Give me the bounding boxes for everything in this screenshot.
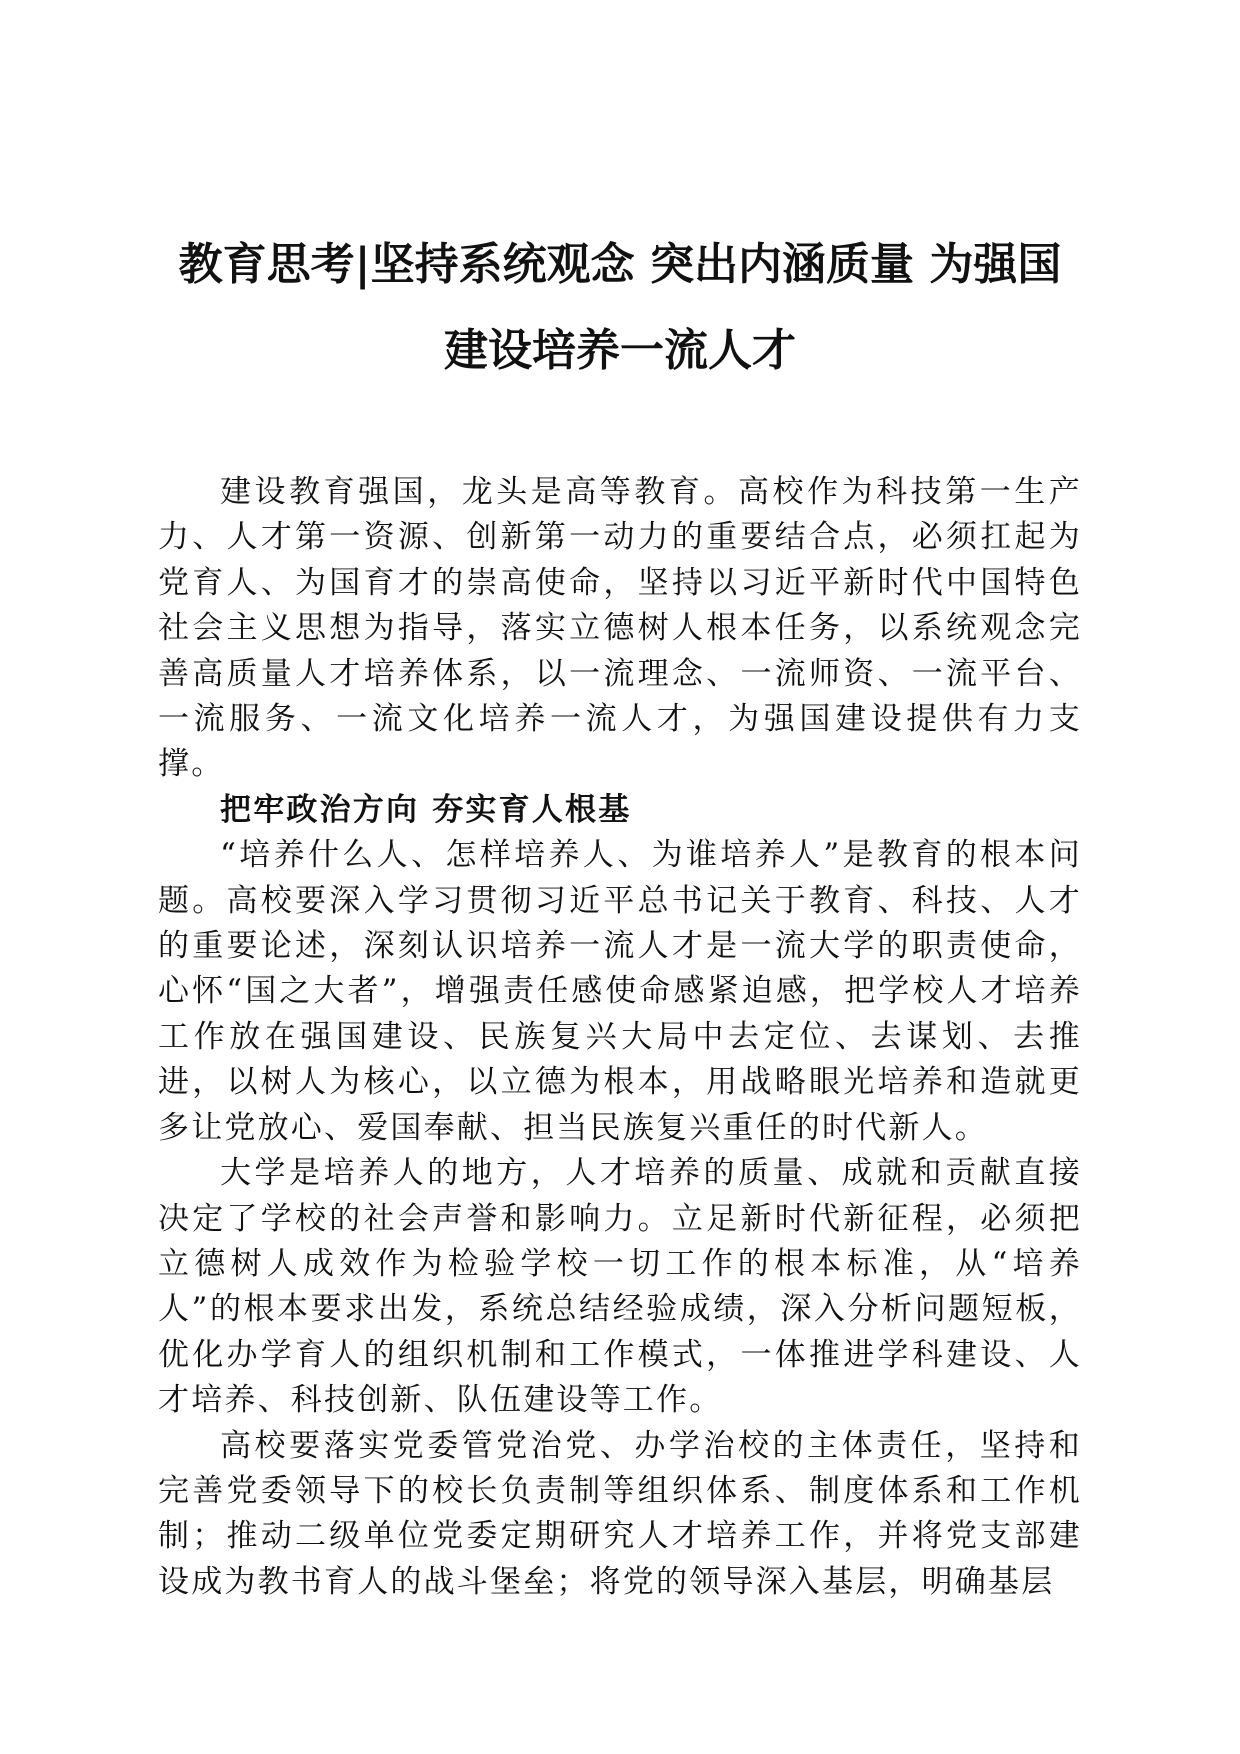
- paragraph: 大学是培养人的地方，人才培养的质量、成就和贡献直接决定了学校的社会声誉和影响力。立足新时代新征程，必须把立德树人成效作为检验学校一切工作的根本标准，从“培养人”的根本要求出发，系统总结经验成绩，深入分析问题短板，优化办学育人的组织机制和工作模式，一体推进学科建设、人才培养、科技创新、队伍建设等工作。: [158, 1155, 1082, 1419]
- section-heading: 把牢政治方向 夯实育人根基: [220, 791, 632, 828]
- document-title: [140, 222, 1100, 394]
- document-body: [158, 470, 1082, 1605]
- paragraph-intro: 建设教育强国，龙头是高等教育。高校作为科技第一生产力、人才第一资源、创新第一动力的重要结合点，必须扛起为党育人、为国育才的崇高使命，坚持以习近平新时代中国特色社会主义思想为指导，落实立德树人根本任务，以系统观念完善高质量人才培养体系，以一流理念、一流师资、一流平台、一流服务、一流文化培养一流人才，为强国建设提供有力支撑。: [158, 474, 1082, 783]
- title-line-1: 教育思考|坚持系统观念 突出内涵质量 为强国: [178, 239, 1062, 290]
- paragraph: “培养什么人、怎样培养人、为谁培养人”是教育的根本问题。高校要深入学习贯彻习近平总书记关于教育、科技、人才的重要论述，深刻认识培养一流人才是一流大学的职责使命，心怀“国之大者”，增强责任感使命感紧迫感，把学校人才培养工作放在强国建设、民族复兴大局中去定位、去谋划、去推进，以树人为核心，以立德为根本，用战略眼光培养和造就更多让党放心、爱国奉献、担当民族复兴重任的时代新人。: [158, 837, 1082, 1146]
- paragraph: 高校要落实党委管党治党、办学治校的主体责任，坚持和完善党委领导下的校长负责制等组织体系、制度体系和工作机制；推动二级单位党委定期研究人才培养工作，并将党支部建设成为教书育人的战斗堡垒；将党的领导深入基层，明确基层: [158, 1427, 1082, 1600]
- title-line-2: 建设培养一流人才: [444, 325, 796, 376]
